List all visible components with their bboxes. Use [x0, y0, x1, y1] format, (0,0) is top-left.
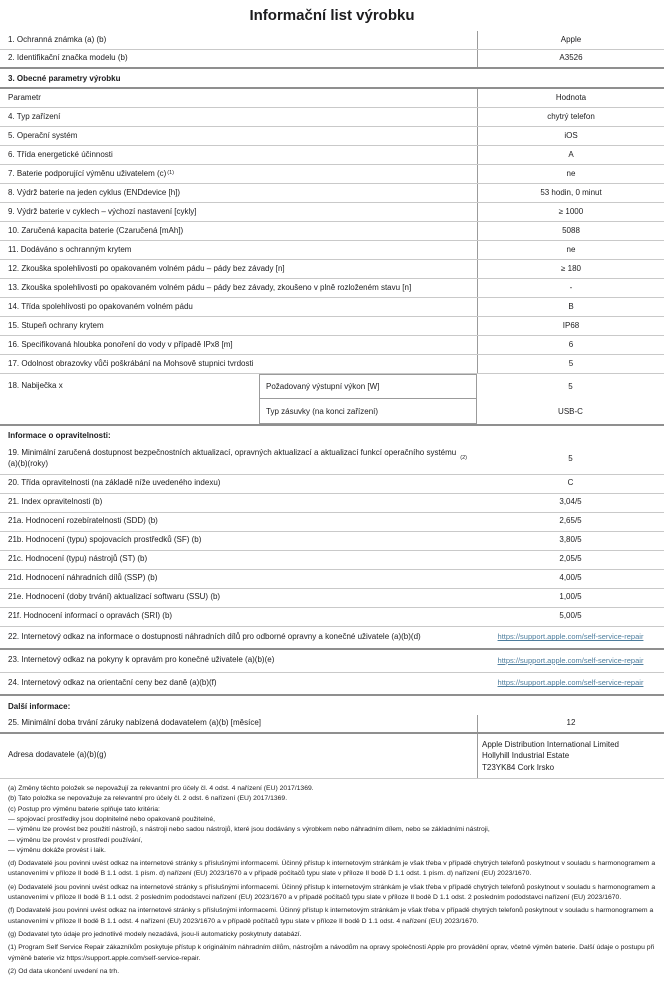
row-label: 11. Dodáváno s ochranným krytem: [8, 244, 132, 254]
table-row-ip-rating: [0, 317, 664, 336]
table-row-protective-cover: [0, 241, 664, 260]
row-value: B: [477, 298, 664, 316]
row-label: 2. Identifikační značka modelu (b): [8, 53, 128, 63]
row-value: A: [477, 146, 664, 164]
row-value: ne: [477, 241, 664, 259]
supplier-address: [482, 736, 619, 777]
table-row-battery-endurance: [0, 184, 664, 203]
row-label: 15. Stupeň ochrany krytem: [8, 320, 104, 330]
table-row-indicative-prices-link: [0, 673, 664, 696]
row-label: 14. Třída spolehlivosti po opakovaném volném pádu: [8, 301, 193, 311]
charger-sub-label-output-power: Požadovaný výstupní výkon [W]: [259, 374, 477, 399]
footnote-2: (2) Od data ukončení uvedení na trh.: [8, 967, 120, 975]
table-row-os: [0, 127, 664, 146]
row-label: 23. Internetový odkaz na pokyny k opravám pro konečné uživatele (a)(b)(e): [8, 655, 275, 665]
table-row-scratch-resistance: [0, 355, 664, 374]
table-row-tools-score: [0, 551, 664, 570]
footnote-c-criterion: — spojovací prostředky jsou doplnitelné nebo opakovaně použitelné,: [8, 815, 216, 823]
table-row-user-replaceable-battery: [0, 165, 664, 184]
row-value: 2,05/5: [559, 554, 582, 564]
row-label: 21f. Hodnocení informací o opravách (SRI) (b): [8, 611, 173, 621]
table-row-repairability-class: [0, 475, 664, 494]
row-label: 8. Výdrž baterie na jeden cyklus (ENDdevice [h]): [8, 187, 181, 197]
row-label: 10. Zaručená kapacita baterie (Czaručená [mAh]): [8, 225, 184, 235]
table-row-spare-parts-link: [0, 627, 664, 650]
section-repairability-heading: Informace o opravitelnosti:: [8, 431, 111, 440]
row-label: 7. Baterie podporující výměnu uživatelem (c) (1): [8, 168, 175, 178]
footnote-c-criterion: — výměnu dokáže provést i laik.: [8, 846, 106, 854]
row-value: ≥ 1000: [477, 203, 664, 221]
table-row-device-type: [0, 108, 664, 127]
address-line: T23YK84 Cork Irsko: [482, 762, 555, 772]
row-value: iOS: [477, 127, 664, 145]
row-label: 9. Výdrž baterie v cyklech – výchozí nastavení [cykly]: [8, 206, 197, 216]
footnote-g: (g) Dodavatel tyto údaje pro jednotlivé modely nezadává, jsou-li automaticky poskytnuty databází.: [8, 930, 302, 938]
row-value: 1,00/5: [559, 592, 582, 602]
row-label: 17. Odolnost obrazovky vůči poškrábání na Mohsově stupnici tvrdosti: [8, 358, 254, 368]
row-label: 16. Specifikovaná hloubka ponoření do vody v případě IPx8 [m]: [8, 339, 233, 349]
row-label: 21e. Hodnocení (doby trvání) aktualizací softwaru (SSU) (b): [8, 592, 221, 602]
row-value: 12: [477, 715, 664, 732]
row-value: 2,65/5: [559, 516, 582, 526]
row-value: chytrý telefon: [477, 108, 664, 126]
table-header-row: [0, 89, 664, 108]
table-row-fasteners-score: [0, 532, 664, 551]
row-value: 53 hodin, 0 minut: [477, 184, 664, 202]
row-label: 13. Zkouška spolehlivosti po opakovaném volném pádu – pády bez závady, zkoušeno v plně rozloženém stavu [n]: [8, 282, 412, 292]
table-row-battery-cycles: [0, 203, 664, 222]
footnote-ref: (2): [460, 455, 467, 462]
footnote-f: (f) Dodavatelé jsou povinni uvést odkaz na internetové stránky s příslušnými informacemi. Účinný přístup k internetovým stránkám je však třeba v případě chytrých telefonů poskytnout v souladu s harmonogramem a ustanoveními v příloze II bodě B 1.1 odst. 4 nařízení (EU) 2023/1670 a v případě počítačů typu slate v příloze II bodě D 1.1 odst. 4 nařízení (EU) 2023/1670.: [8, 907, 654, 925]
table-row-drop-test: [0, 260, 664, 279]
param-column-header: Parametr: [8, 92, 41, 102]
table-row-drop-test-unfolded: [0, 279, 664, 298]
row-label: 21a. Hodnocení rozebíratelnosti (SDD) (b): [8, 516, 158, 526]
row-value: C: [567, 478, 574, 488]
row-value: Apple: [477, 31, 664, 49]
row-label: 6. Třída energetické účinnosti: [8, 149, 113, 159]
row-label: 20. Třída opravitelnosti (na základě níže uvedeného indexu): [8, 478, 221, 488]
table-row-disassembly-score: [0, 513, 664, 532]
row-value: 5,00/5: [559, 611, 582, 621]
repair-instructions-link[interactable]: https://support.apple.com/self-service-repair: [497, 655, 644, 665]
row-value: 3,80/5: [559, 535, 582, 545]
footnote-ref: (1): [167, 170, 175, 177]
footnote-e: (e) Dodavatelé jsou povinni uvést odkaz na internetové stránky s příslušnými informacemi. Účinný přístup k internetovým stránkám je však třeba v případě chytrých telefonů poskytnout v souladu s harmonogramem a ustanoveními v příloze II bodě B 1.1 odst. 2 posledním pododstavci nařízení (EU) 2023/1670 a v případě počítačů typu slate v příloze II bodě D 1.1 odst. 2 posledním pododstavci nařízení (EU) 2023/1670.: [8, 883, 656, 902]
row-value: 5: [568, 453, 573, 463]
row-label: 22. Internetový odkaz na informace o dostupnosti náhradních dílů pro odborné opravny a konečné uživatele (a)(b)(d): [8, 631, 421, 641]
table-row-trademark: [0, 31, 664, 50]
row-label: 21d. Hodnocení náhradních dílů (SSP) (b): [8, 573, 158, 583]
footnote-c-criterion: — výměnu lze provést bez použití nástrojů, s nástroji nebo sadou nástrojů, které jsou dodávány s výrobkem nebo náhradním dílem, nebo se základními nástroji,: [8, 826, 490, 834]
charger-sub-value-output-power: 5: [568, 382, 573, 391]
row-value: IP68: [477, 317, 664, 335]
row-value: A3526: [477, 50, 664, 67]
row-label: 1. Ochranná známka (a) (b): [8, 34, 107, 44]
table-row-repair-instructions-link: [0, 650, 664, 673]
table-row-spare-parts-score: [0, 570, 664, 589]
table-row-software-updates-score: [0, 589, 664, 608]
footnote-1: (1) Program Self Service Repair zákazníkům poskytuje přístup k originálním náhradním dílům, nástrojům a návodům na opravy společnosti Apple pro provádění oprav, včetně výměn baterie. Další údaje o postupu při výměně baterie viz https://support.apple.com/self-service-repair.: [8, 944, 655, 962]
row-value: 4,00/5: [559, 573, 582, 583]
row-value: 3,04/5: [559, 497, 582, 507]
footnotes: [0, 779, 664, 981]
table-row-model-id: [0, 50, 664, 69]
row-value: ne: [477, 165, 664, 183]
indicative-prices-link[interactable]: https://support.apple.com/self-service-repair: [497, 678, 644, 688]
footnote-c-criterion: — výměnu lze provést v prostředí používání,: [8, 836, 143, 844]
table-row-supplier-address: [0, 734, 664, 780]
section-general-heading: 3. Obecné parametry výrobku: [0, 69, 664, 89]
address-line: Hollyhill Industrial Estate: [482, 751, 570, 761]
address-line: Apple Distribution International Limited: [482, 739, 619, 749]
table-row-repairability-index: [0, 494, 664, 513]
table-row-energy-class: [0, 146, 664, 165]
charger-sub-value-socket-type: USB-C: [558, 407, 583, 416]
footnote-a: (a) Změny těchto položek se nepovažují za relevantní pro účely čl. 4 odst. 4 nařízení (EU) 2017/1369.: [8, 785, 314, 793]
table-row-battery-capacity: [0, 222, 664, 241]
row-label: 21b. Hodnocení (typu) spojovacích prostředků (SF) (b): [8, 535, 202, 545]
footnote-d: (d) Dodavatelé jsou povinni uvést odkaz na internetové stránky s příslušnými informacemi. Účinný přístup k internetovým stránkám je však třeba v případě chytrých telefonů poskytnout v souladu s harmonogramem a ustanoveními v příloze II bodě B 1.1 odst. 1 písm. d) nařízení (EU) 2023/1670 a v případě počítačů typu slate v příloze II bodě D 1.1 odst. 1 písm. d) nařízení (EU) 2023/1670.: [8, 860, 656, 878]
row-value: 5088: [477, 222, 664, 240]
charger-label: 18. Nabiječka x: [8, 381, 63, 390]
footnote-b: (b) Tato položka se nepovažuje za relevantní pro účely čl. 2 odst. 6 nařízení (EU) 2017/1369.: [8, 795, 288, 803]
row-label: 21. Index opravitelnosti (b): [8, 497, 103, 507]
charger-sub-label-socket-type: Typ zásuvky (na konci zařízení): [259, 399, 477, 424]
row-label: 24. Internetový odkaz na orientační ceny bez daně (a)(b)(f): [8, 677, 217, 687]
table-row-immersion-depth: [0, 336, 664, 355]
table-row-warranty: [0, 715, 664, 734]
row-label: 19. Minimální zaručená dostupnost bezpečnostních aktualizací, opravných aktualizací a aktualizací funkcí operačního systému (a)(b)(roky) (2): [8, 448, 467, 468]
row-label: 25. Minimální doba trvání záruky nabízená dodavatelem (a)(b) [měsíce]: [8, 717, 262, 727]
row-value: -: [477, 279, 664, 297]
row-label: 21c. Hodnocení (typu) nástrojů (ST) (b): [8, 554, 148, 564]
row-label: 4. Typ zařízení: [8, 111, 61, 121]
table-row-drop-reliability-class: [0, 298, 664, 317]
section-more-info-heading: Další informace:: [8, 701, 71, 711]
table-row-update-availability: [0, 444, 664, 475]
row-value: 6: [477, 336, 664, 354]
row-label: 12. Zkouška spolehlivosti po opakovaném volném pádu – pády bez závady [n]: [8, 263, 285, 273]
table-row-repair-info-score: [0, 608, 664, 627]
row-label: Adresa dodavatele (a)(b)(g): [8, 750, 107, 760]
row-value: ≥ 180: [477, 260, 664, 278]
row-value: 5: [477, 355, 664, 373]
page-title: Informační list výrobku: [249, 7, 415, 24]
row-label: 5. Operační systém: [8, 130, 78, 140]
spare-parts-link[interactable]: https://support.apple.com/self-service-repair: [497, 632, 644, 642]
charger-row: [0, 374, 664, 426]
footnote-c: (c) Postup pro výměnu baterie splňuje tato kritéria:: [8, 805, 160, 813]
value-column-header: Hodnota: [477, 89, 664, 107]
